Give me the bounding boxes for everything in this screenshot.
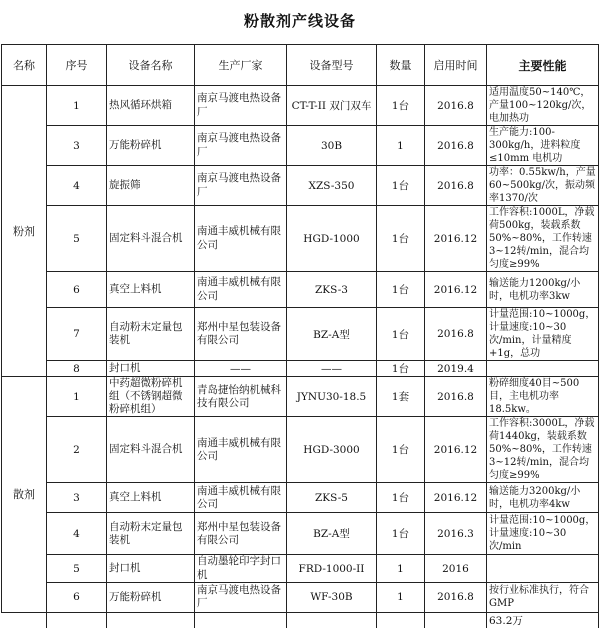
seq-cell: 5 (47, 555, 107, 582)
category-cell: 粉剂 (2, 86, 47, 377)
table-row (2, 513, 599, 555)
seq-cell: 2 (47, 417, 107, 483)
header-row (2, 45, 599, 86)
spec-cell: 计量范围:10~1000g，计量速度:10~30次/min (487, 513, 599, 555)
table-row (2, 377, 599, 417)
spec-cell: 输送能力1200kg/小时，电机功率3kw (487, 272, 599, 308)
date-cell: 2019.4 (425, 361, 487, 377)
spec-cell: 粉碎细度40目~500目，主电机功率18.5kw。 (487, 377, 599, 417)
maker-cell: 南京马渡电热设备厂 (195, 126, 287, 166)
page-title: 粉散剂产线设备 (243, 12, 356, 30)
qty-cell: 1台 (377, 361, 425, 377)
name-cell: 自动粉末定量包装机 (107, 308, 195, 361)
model-cell: HGD-3000 (287, 417, 377, 483)
total-note: 63.2万 (487, 612, 599, 628)
date-cell: 2016.8 (425, 126, 487, 166)
model-cell: FRD-1000-II (287, 555, 377, 582)
date-cell: 2016.12 (425, 483, 487, 513)
seq-cell: 3 (47, 126, 107, 166)
header-spec: 主要性能 (487, 45, 599, 86)
spec-cell: 适用温度50~140℃，产量100~120kg/次，电加热功 (487, 86, 599, 126)
seq-cell: 1 (47, 86, 107, 126)
header-name: 设备名称 (107, 45, 195, 86)
seq-cell: 4 (47, 166, 107, 206)
equipment-table (1, 44, 599, 628)
date-cell: 2016.8 (425, 166, 487, 206)
name-cell: 固定料斗混合机 (107, 206, 195, 272)
model-cell: JYNU30-18.5 (287, 377, 377, 417)
model-cell: —— (287, 361, 377, 377)
seq-cell: 4 (47, 513, 107, 555)
table-row (2, 206, 599, 272)
maker-cell: 南通丰威机械有限公司 (195, 206, 287, 272)
date-cell: 2016.12 (425, 417, 487, 483)
qty-cell: 1台 (377, 308, 425, 361)
table-row (2, 86, 599, 126)
header-model: 设备型号 (287, 45, 377, 86)
seq-cell: 3 (47, 483, 107, 513)
name-cell: 真空上料机 (107, 483, 195, 513)
name-cell: 万能粉碎机 (107, 582, 195, 612)
model-cell: ZKS-5 (287, 483, 377, 513)
name-cell: 封口机 (107, 555, 195, 582)
qty-cell: 1 (377, 555, 425, 582)
name-cell: 固定料斗混合机 (107, 417, 195, 483)
date-cell: 2016.8 (425, 308, 487, 361)
header-maker: 生产厂家 (195, 45, 287, 86)
spec-cell: 功率：0.55kw/h，产量60~500kg/次，振动频率1370/次 (487, 166, 599, 206)
seq-cell: 5 (47, 206, 107, 272)
model-cell: BZ-A型 (287, 308, 377, 361)
spec-cell: 工作容积:3000L，净载荷1440kg，装载系数50%~80%，工作转速3~12转/min，混合均匀度≥99% (487, 417, 599, 483)
footer-row (2, 612, 599, 628)
spec-cell (487, 555, 599, 582)
header-seq: 序号 (47, 45, 107, 86)
name-cell: 热风循环烘箱 (107, 86, 195, 126)
name-cell: 万能粉碎机 (107, 126, 195, 166)
table-row (2, 555, 599, 582)
name-cell: 自动粉末定量包装机 (107, 513, 195, 555)
model-cell: 30B (287, 126, 377, 166)
table-row (2, 417, 599, 483)
seq-cell: 6 (47, 582, 107, 612)
table-row (2, 483, 599, 513)
maker-cell: —— (195, 361, 287, 377)
table-row (2, 361, 599, 377)
spec-cell (487, 361, 599, 377)
spec-cell: 工作容积:1000L，净载荷500kg，装载系数50%~80%，工作转速3~12转/min，混合均匀度≥99% (487, 206, 599, 272)
model-cell: HGD-1000 (287, 206, 377, 272)
header-qty: 数量 (377, 45, 425, 86)
model-cell: WF-30B (287, 582, 377, 612)
table-row (2, 308, 599, 361)
date-cell: 2016.3 (425, 513, 487, 555)
date-cell: 2016.12 (425, 272, 487, 308)
seq-cell: 7 (47, 308, 107, 361)
maker-cell: 郑州中星包装设备有限公司 (195, 308, 287, 361)
maker-cell: 自动墨轮印字封口机 (195, 555, 287, 582)
maker-cell: 南京马渡电热设备厂 (195, 166, 287, 206)
seq-cell: 6 (47, 272, 107, 308)
spec-cell: 输送能力3200kg/小时，电机功率4kw (487, 483, 599, 513)
model-cell: ZKS-3 (287, 272, 377, 308)
spec-cell: 按行业标准执行，符合GMP (487, 582, 599, 612)
table-row (2, 166, 599, 206)
date-cell: 2016.8 (425, 377, 487, 417)
qty-cell: 1台 (377, 272, 425, 308)
spec-cell: 计量范围:10~1000g，计量速度:10~30次/min，计量精度+1g，总功 (487, 308, 599, 361)
name-cell: 真空上料机 (107, 272, 195, 308)
seq-cell: 1 (47, 377, 107, 417)
table-row (2, 582, 599, 612)
maker-cell: 青岛捷怡纳机械科技有限公司 (195, 377, 287, 417)
maker-cell: 南通丰威机械有限公司 (195, 483, 287, 513)
maker-cell: 南通丰威机械有限公司 (195, 272, 287, 308)
table-row (2, 126, 599, 166)
qty-cell: 1 (377, 126, 425, 166)
maker-cell: 南京马渡电热设备厂 (195, 582, 287, 612)
maker-cell: 郑州中星包装设备有限公司 (195, 513, 287, 555)
qty-cell: 1台 (377, 417, 425, 483)
qty-cell: 1台 (377, 86, 425, 126)
model-cell: CT-T-II 双门双车 (287, 86, 377, 126)
qty-cell: 1套 (377, 377, 425, 417)
header-category: 名称 (2, 45, 47, 86)
maker-cell: 南京马渡电热设备厂 (195, 86, 287, 126)
qty-cell: 1台 (377, 166, 425, 206)
name-cell: 旋振筛 (107, 166, 195, 206)
seq-cell: 8 (47, 361, 107, 377)
date-cell: 2016.8 (425, 582, 487, 612)
category-cell: 散剂 (2, 377, 47, 613)
name-cell: 中药超微粉碎机组（不锈钢超微粉碎机组） (107, 377, 195, 417)
model-cell: BZ-A型 (287, 513, 377, 555)
qty-cell: 1台 (377, 483, 425, 513)
maker-cell: 南通丰威机械有限公司 (195, 417, 287, 483)
date-cell: 2016.12 (425, 206, 487, 272)
table-row (2, 272, 599, 308)
header-date: 启用时间 (425, 45, 487, 86)
qty-cell: 1台 (377, 206, 425, 272)
model-cell: XZS-350 (287, 166, 377, 206)
date-cell: 2016 (425, 555, 487, 582)
spec-cell: 生产能力:100-300kg/h，进料粒度≤10mm 电机功 (487, 126, 599, 166)
qty-cell: 1台 (377, 513, 425, 555)
qty-cell: 1 (377, 582, 425, 612)
date-cell: 2016.8 (425, 86, 487, 126)
name-cell: 封口机 (107, 361, 195, 377)
